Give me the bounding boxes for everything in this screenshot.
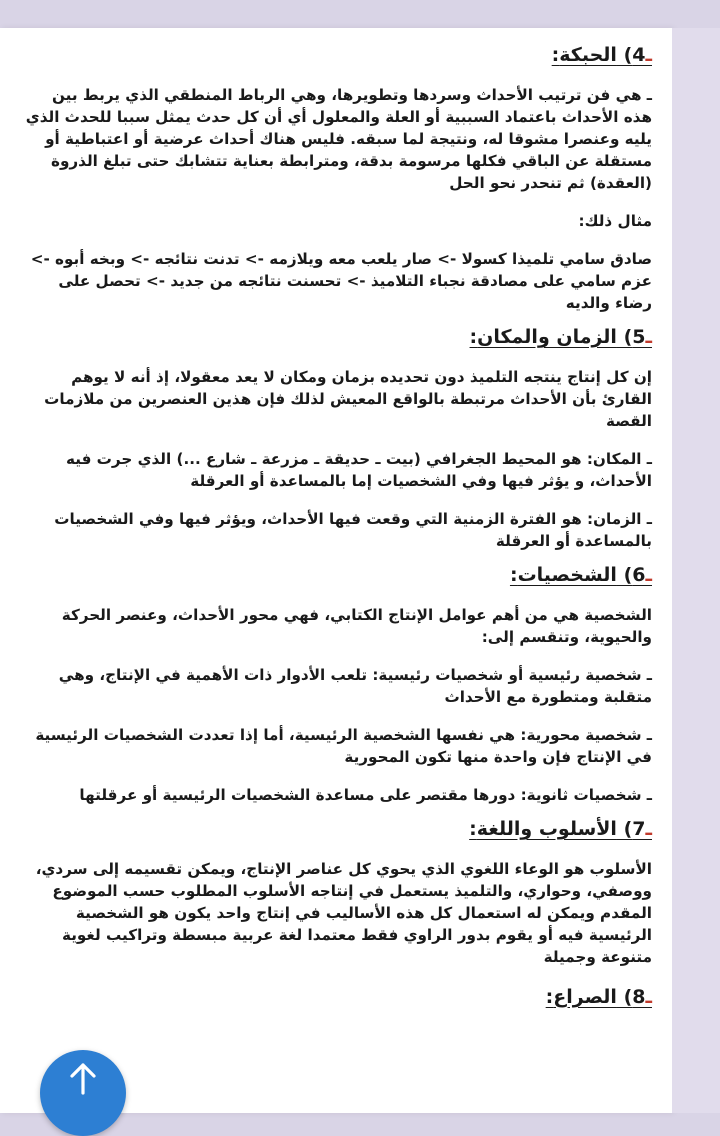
document-content [20,36,652,1010]
section-heading-time-place: ـ5) الزمان والمكان: [469,326,652,348]
section-heading-characters: ـ6) الشخصيات: [509,564,652,586]
main-characters: ـ شخصية رئيسية أو شخصيات رئيسية: تلعب الأدوار ذات الأهمية في الإنتاج، وهي متقلبة ومتطورة مع الأحداث [58,666,652,706]
scroll-to-top-button[interactable] [40,1050,126,1136]
plot-example: صادق سامي تلميذا كسولا -> صار يلعب معه ويلازمه -> تدنت نتائجه -> وبخه أبوه -> عزم سامي على مصادقة نجباء التلاميذ -> تحسنت نتائجه من جديد -> تحصل على رضاء والديه [30,250,652,312]
section-heading-plot: ـ4) الحبكة: [551,44,652,66]
top-bar [0,0,720,28]
time-definition: ـ الزمان: هو الفترة الزمنية التي وقعت فيها الأحداث، ويؤثر فيها وفي الشخصيات بالمساعدة أو العرقلة [54,510,652,550]
arrow-up-icon [68,1062,98,1096]
place-definition: ـ المكان: هو المحيط الجغرافي (بيت ـ حديقة ـ مزرعة ـ شارع ...) الذي جرت فيه الأحداث، و يؤثر فيها وفي الشخصيات إما بالمساعدة أو العرقلة [66,450,652,490]
section-heading-style-language: ـ7) الأسلوب واللغة: [469,818,652,840]
central-character: ـ شخصية محورية: هي نفسها الشخصية الرئيسية، أما إذا تعددت الشخصيات الرئيسية في الإنتاج فإن واحدة منها تكون المحورية [35,726,652,766]
secondary-characters: ـ شخصيات ثانوية: دورها مقتصر على مساعدة الشخصيات الرئيسية أو عرقلتها [79,786,652,804]
document-page [0,28,672,1113]
section-heading-conflict: ـ8) الصراع: [545,986,652,1008]
plot-definition: ـ هي فن ترتيب الأحداث وسردها وتطويرها، وهي الرباط المنطقي الذي يربط بين هذه الأحداث باعتماد السببية أو العلة والمعلول أي أن كل حدث يمثل سببا للحدث الذي يليه وعنصرا مشوقا له، ونتيجة لما سبقه. فليس هناك أحداث عرضية أو اعتباطية أو مستقلة عن الباقي فكلها مرسومة بدقة، ومترابطة بعناية تتشابك حتى تبلغ الذروة (العقدة) ثم تنحدر نحو الحل [25,86,652,192]
right-margin [672,28,720,1113]
characters-intro: الشخصية هي من أهم عوامل الإنتاج الكتابي، فهي محور الأحداث، وعنصر الحركة والحيوية، وتنقسم إلى: [61,606,652,646]
style-language-text: الأسلوب هو الوعاء اللغوي الذي يحوي كل عناصر الإنتاج، ويمكن تقسيمه إلى سردي، ووصفي، وحواري، والتلميذ يستعمل في إنتاجه الأسلوب المطلوب حسب الموضوع المقدم ويمكن له استعمال كل هذه الأساليب في إنتاج واحد يكون هو الشخصية الرئيسية فيه أو يقوم بدور الراوي فقط معتمدا لغة عربية مبسطة وتراكيب لغوية متنوعة وجميلة [35,860,652,966]
plot-example-label: مثال ذلك: [578,212,652,230]
time-place-intro: إن كل إنتاج ينتجه التلميذ دون تحديده بزمان ومكان لا يعد معقولا، إذ أنه لا يوهم القارئ بأن الأحداث مرتبطة بالواقع المعيش لذلك فإن هذين العنصرين من ملازمات القصة [44,368,652,430]
